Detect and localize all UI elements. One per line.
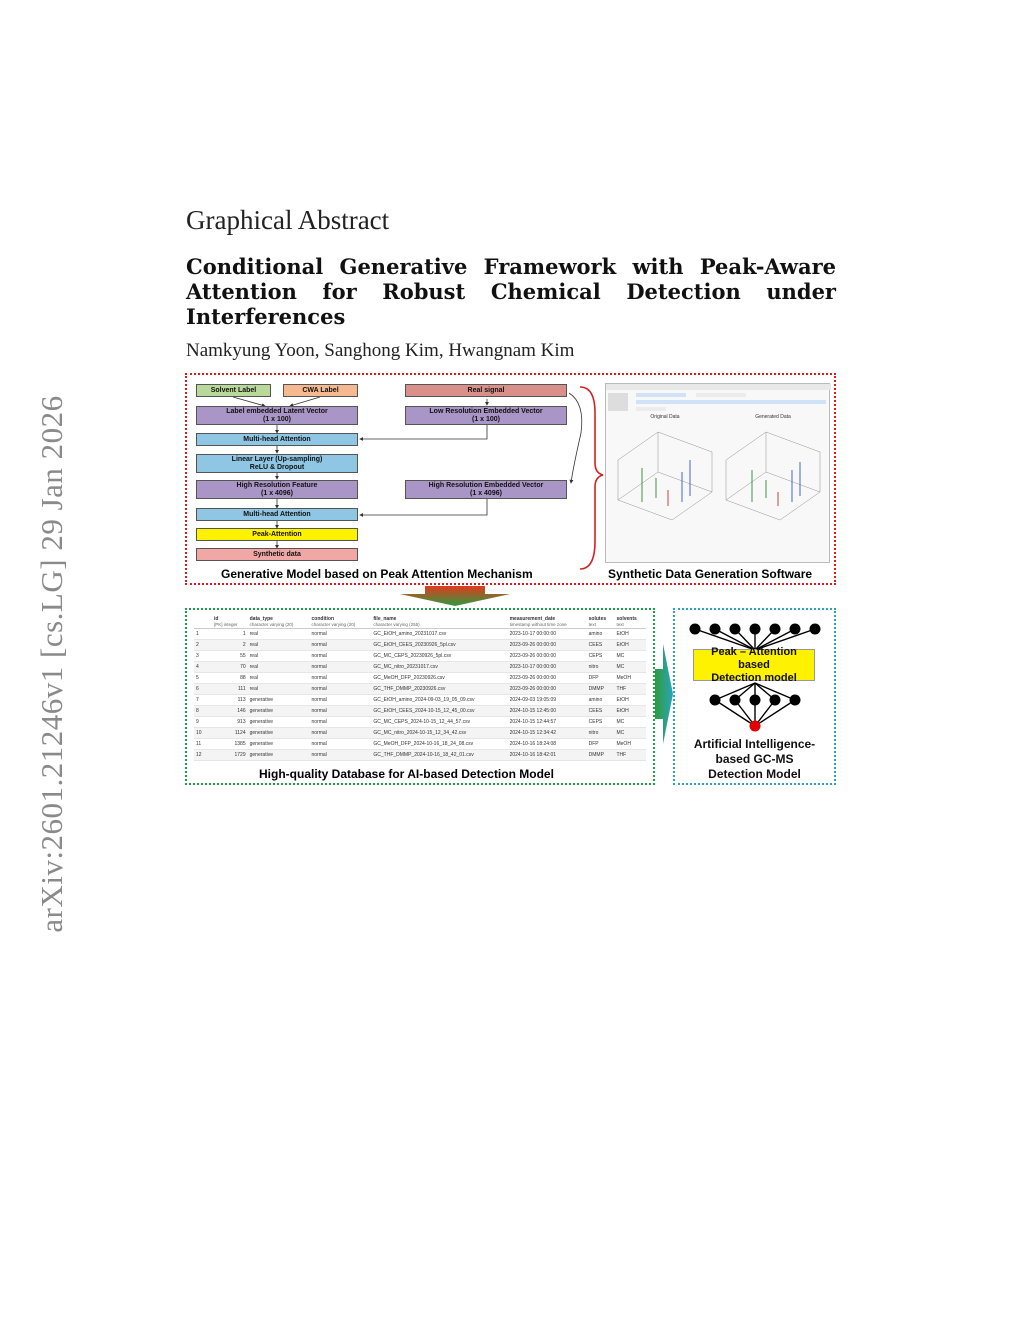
table-row[interactable]: 3 55 real normal GC_MC_CEPS_20230926_5pl.csv 2023-09-26 00:00:00 CEPS MC — [194, 651, 646, 662]
table-row[interactable]: 1 1 real normal GC_EtOH_amino_20231017.csv 2023-10-17 00:00:00 amino EtOH — [194, 629, 646, 640]
software-original-panel — [612, 414, 718, 559]
down-arrow — [400, 586, 510, 606]
table-row[interactable]: 9 913 generative normal GC_MC_CEPS_2024-10-15_12_44_57.csv 2024-10-15 12:44:57 CEPS MC — [194, 717, 646, 728]
peak-attention-block: Peak-Attention — [196, 528, 358, 541]
high-resolution-embedded-block: High Resolution Embedded Vector (1 x 4096) — [405, 480, 567, 499]
detection-model-caption: Artificial Intelligence- based GC-MS Detection Model — [693, 737, 816, 781]
software-caption: Synthetic Data Generation Software — [608, 567, 813, 581]
generated-3d-plot — [720, 420, 826, 555]
database-caption: High-quality Database for AI-based Detection Model — [259, 767, 554, 781]
original-3d-plot — [612, 420, 718, 555]
column-header[interactable]: condition character varying (20) — [310, 615, 372, 629]
paper-title: Conditional Generative Framework with Peak-Aware Attention for Robust Chemical Detection under Interferences — [186, 254, 836, 329]
table-row[interactable]: 2 2 real normal GC_EtOH_CEES_20230926_5pl.csv 2023-09-26 00:00:00 CEES EtOH — [194, 640, 646, 651]
table-row[interactable]: 7 113 generative normal GC_EtOH_amino_2024-09-03_19_05_09.csv 2024-09-03 19:05:09 amino EtOH — [194, 695, 646, 706]
arxiv-stamp: arXiv:2601.21246v1 [cs.LG] 29 Jan 2026 — [34, 395, 69, 933]
generated-data-title: Generated Data — [755, 414, 791, 420]
column-header[interactable]: data_type character varying (20) — [248, 615, 310, 629]
column-header[interactable]: file_name character varying (255) — [371, 615, 507, 629]
cwa-label-block: CWA Label — [283, 384, 358, 397]
table-row[interactable]: 10 1124 generative normal GC_MC_nitro_2024-10-15_12_34_42.csv 2024-10-15 12:34:42 nitro MC — [194, 728, 646, 739]
table-row[interactable]: 12 1729 generative normal GC_THF_DMMP_2024-10-16_18_42_01.csv 2024-10-16 18:42:01 DMMP THF — [194, 750, 646, 761]
graphical-abstract-heading: Graphical Abstract — [186, 205, 390, 235]
column-header[interactable]: id [PK] integer — [212, 615, 248, 629]
original-data-title: Original Data — [650, 414, 680, 420]
column-header[interactable]: solvents text — [614, 615, 646, 629]
low-resolution-vector-block: Low Resolution Embedded Vector (1 x 100) — [405, 406, 567, 425]
software-toolbar — [606, 384, 831, 414]
column-header[interactable]: solutes text — [587, 615, 615, 629]
linear-layer-block: Linear Layer (Up-sampling) ReLU & Dropout — [196, 454, 358, 473]
table-header-row — [194, 615, 646, 629]
table-row[interactable]: 8 146 generative normal GC_EtOH_CEES_2024-10-15_12_45_00.csv 2024-10-15 12:45:00 CEES EtOH — [194, 706, 646, 717]
synthetic-software-screenshot — [605, 383, 830, 563]
table-row[interactable]: 4 70 real normal GC_MC_nitro_20231017.csv 2023-10-17 00:00:00 nitro MC — [194, 662, 646, 673]
peak-attention-detection-label: Peak – Attention based Detection model — [693, 649, 815, 681]
table-row[interactable]: 6 111 real normal GC_THF_DMMP_20230926.csv 2023-09-26 00:00:00 DMMP THF — [194, 684, 646, 695]
multi-head-attention-block-1: Multi-head Attention — [196, 433, 358, 446]
real-signal-block: Real signal — [405, 384, 567, 397]
multi-head-attention-block-2: Multi-head Attention — [196, 508, 358, 521]
software-generated-panel — [720, 414, 826, 559]
synthetic-data-block: Synthetic data — [196, 548, 358, 561]
solvent-label-block: Solvent Label — [196, 384, 271, 397]
high-resolution-feature-block: High Resolution Feature (1 x 4096) — [196, 480, 358, 499]
right-arrow — [655, 644, 673, 744]
label-latent-vector-block: Label embedded Latent Vector (1 x 100) — [196, 406, 358, 425]
database-table — [194, 615, 646, 761]
paper-authors: Namkyung Yoon, Sanghong Kim, Hwangnam Kim — [186, 340, 575, 361]
table-row[interactable]: 5 88 real normal GC_MeOH_DFP_20230926.csv 2023-09-26 00:00:00 DFP MeOH — [194, 673, 646, 684]
table-row[interactable]: 11 1385 generative normal GC_MeOH_DFP_2024-10-16_18_24_08.csv 2024-10-16 18:24:08 DFP MeOH — [194, 739, 646, 750]
column-header[interactable]: measurement_date timestamp without time zone — [508, 615, 587, 629]
generative-model-caption: Generative Model based on Peak Attention Mechanism — [221, 567, 533, 581]
